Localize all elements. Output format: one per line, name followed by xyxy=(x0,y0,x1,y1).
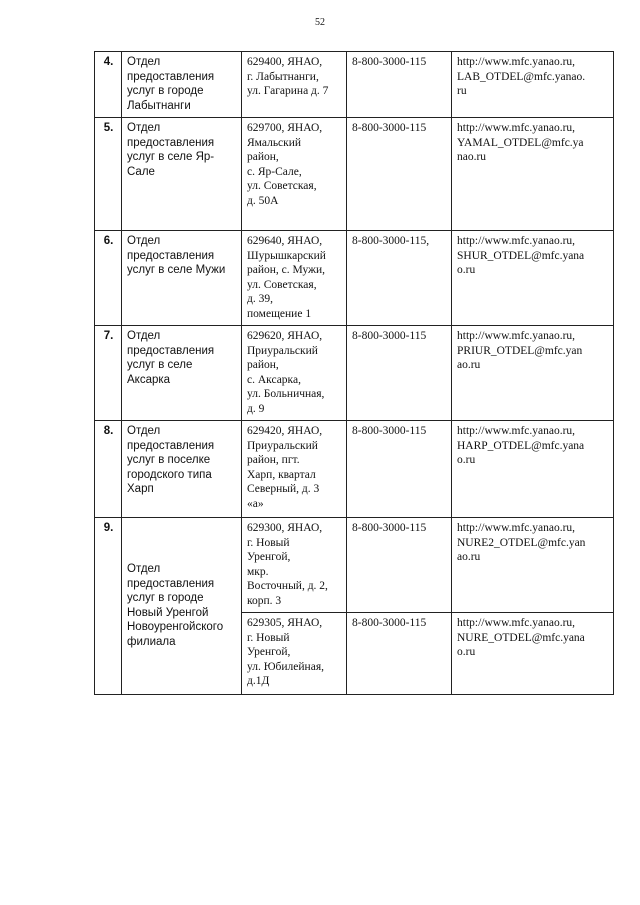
table-row xyxy=(95,118,614,231)
office-address: 629700, ЯНАО, Ямальский район, с. Яр-Сале, ул. Советская, д. 50А xyxy=(242,118,347,231)
row-number: 5. xyxy=(95,118,122,231)
table-row xyxy=(95,421,614,518)
office-web-email: http://www.mfc.yanao.ru, SHUR_OTDEL@mfc.yana o.ru xyxy=(452,231,614,326)
office-web-email: http://www.mfc.yanao.ru, NURE2_OTDEL@mfc.yan ao.ru xyxy=(452,518,614,613)
table-row xyxy=(95,231,614,326)
row-number: 4. xyxy=(95,52,122,118)
row-number: 9. xyxy=(95,518,122,695)
office-address: 629420, ЯНАО, Приуральский район, пгт. Харп, квартал Северный, д. 3 «а» xyxy=(242,421,347,518)
table-row xyxy=(95,326,614,421)
office-name: Отдел предоставления услуг в городе Лабытнанги xyxy=(122,52,242,118)
office-address: 629305, ЯНАО, г. Новый Уренгой, ул. Юбилейная, д.1Д xyxy=(242,613,347,695)
row-number: 7. xyxy=(95,326,122,421)
row-number: 8. xyxy=(95,421,122,518)
office-phone: 8-800-3000-115 xyxy=(347,613,452,695)
office-name: Отдел предоставления услуг в селе Мужи xyxy=(122,231,242,326)
office-address: 629400, ЯНАО, г. Лабытнанги, ул. Гагарина д. 7 xyxy=(242,52,347,118)
office-web-email: http://www.mfc.yanao.ru, NURE_OTDEL@mfc.yana o.ru xyxy=(452,613,614,695)
office-phone: 8-800-3000-115 xyxy=(347,421,452,518)
office-phone: 8-800-3000-115 xyxy=(347,52,452,118)
office-name: Отдел предоставления услуг в селе Яр-Сале xyxy=(122,118,242,231)
office-address: 629640, ЯНАО, Шурышкарский район, с. Мужи, ул. Советская, д. 39, помещение 1 xyxy=(242,231,347,326)
page-number: 52 xyxy=(315,17,325,28)
office-name: Отдел предоставления услуг в городе Новый Уренгой Новоуренгойского филиала xyxy=(122,518,242,695)
office-web-email: http://www.mfc.yanao.ru, HARP_OTDEL@mfc.yana o.ru xyxy=(452,421,614,518)
table-row xyxy=(95,518,614,613)
office-address: 629620, ЯНАО, Приуральский район, с. Аксарка, ул. Больничная, д. 9 xyxy=(242,326,347,421)
office-phone: 8-800-3000-115 xyxy=(347,518,452,613)
office-web-email: http://www.mfc.yanao.ru, YAMAL_OTDEL@mfc.ya nao.ru xyxy=(452,118,614,231)
office-web-email: http://www.mfc.yanao.ru, LAB_OTDEL@mfc.yanao. ru xyxy=(452,52,614,118)
office-phone: 8-800-3000-115, xyxy=(347,231,452,326)
mfc-offices-table xyxy=(94,51,614,695)
office-name: Отдел предоставления услуг в поселке городского типа Харп xyxy=(122,421,242,518)
office-phone: 8-800-3000-115 xyxy=(347,326,452,421)
office-name: Отдел предоставления услуг в селе Аксарка xyxy=(122,326,242,421)
row-number: 6. xyxy=(95,231,122,326)
office-phone: 8-800-3000-115 xyxy=(347,118,452,231)
table-row xyxy=(95,52,614,118)
office-web-email: http://www.mfc.yanao.ru, PRIUR_OTDEL@mfc.yan ao.ru xyxy=(452,326,614,421)
office-address: 629300, ЯНАО, г. Новый Уренгой, мкр. Восточный, д. 2, корп. 3 xyxy=(242,518,347,613)
